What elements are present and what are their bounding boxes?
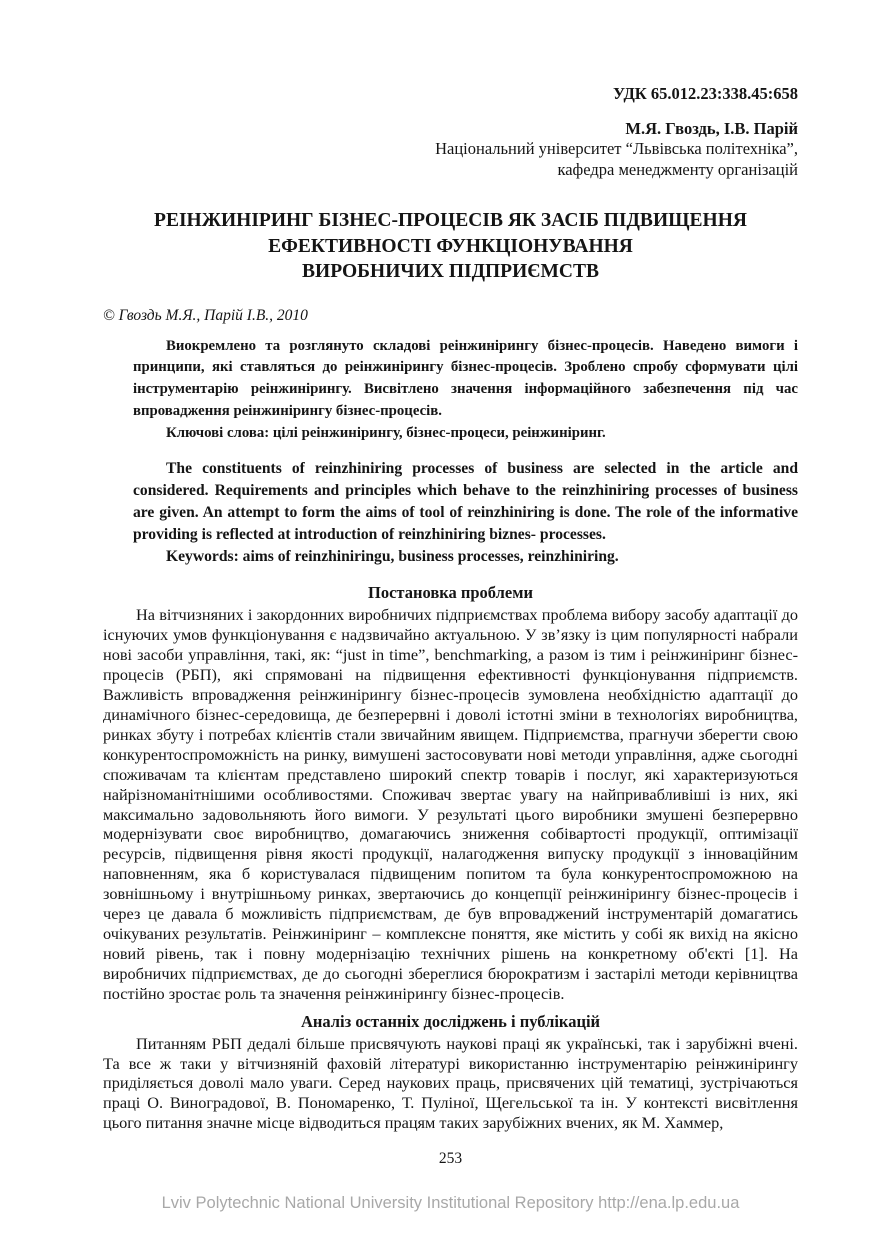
abstract-ukrainian-text: Виокремлено та розглянуто складові реінжинірингу бізнес-процесів. Наведено вимоги і принципи, які ставляться до реінжинірингу бізнес-процесів. Зроблено спробу сформувати цілі інструментарію реінжинірингу. Висвітлено значення інформаційного забезпечення під час впровадження реінжинірингу бізнес-процесів.: [133, 337, 798, 419]
section-paragraph-problem-statement: На вітчизняних і закордонних виробничих підприємствах проблема вибору засобу адаптації до існуючих умов функціонування є надзвичайно актуальною. У зв’язку із цим популярності набрали нові засоби управління, такі, як: “just in time”, benchmarking, а разом із тим і реінжиніринг бізнес-процесів (РБП), які спрямовані на підвищення ефективності функціонування підприємств. Важливість впровадження реінжинірингу бізнес-процесів зумовлена необхідністю адаптації до динамічного бізнес-середовища, де безперервні і доволі істотні зміни в технологіях виробництва, ринках збуту і потребах клієнтів стали звичайним явищем. Підприємства, прагнучи зберегти свою конкурентоспроможність на ринку, вимушені застосовувати нові методи управління, адже сьогодні споживачам та клієнтам представлено широкий спектр товарів і послуг, які характеризуються найрізноманітнішими особливостями. Споживач звертає увагу на найпривабливіші із них, які максимально задовольняють його вимоги. У результаті цього виробники змушені безперервно модернізувати своє виробництво, домагаючись зниження собівартості продукції, оптимізації ресурсів, підвищення рівня якості продукції, налагодження випуску продукції з інноваційним наповненням, яка б користувалася підвищеним попитом та була конкурентоспроможною на зовнішньому і внутрішньому ринках, звертаючись до концепції реінжинірингу бізнес-процесів і через це давала б можливість підприємствам, де був впроваджений інструментарій домагатись очікуваних результатів. Реінжиніринг – комплексне поняття, яке містить у собі як вихід на якісно новий рівень, так і повну модернізацію технічних рішень на конкретному об'єкті [1]. На виробничих підприємствах, де до сьогодні збереглися бюрократизм і застарілі методи керівництва постійно зростає роль та значення реінжинірингу бізнес-процесів.: [103, 605, 798, 1003]
article-title-line: ЕФЕКТИВНОСТІ ФУНКЦІОНУВАННЯ: [268, 235, 633, 257]
section-paragraph-recent-research: Питанням РБП дедалі більше присвячують наукові праці як українські, так і зарубіжні вчені. Та все ж таки у вітчизняній фаховій літературі використанню інструментарію реінжинірингу приділяється доволі мало уваги. Серед наукових праць, присвячених цій тематиці, зустрічаються праці О. Виноградової, В. Пономаренко, Т. Пуліної, Щегельської та ін. У контексті висвітлення цього питання значне місце відводиться працям таких зарубіжних вчених, як М. Хаммер,: [103, 1033, 798, 1133]
affiliation-line: кафедра менеджменту організацій: [557, 159, 798, 179]
page-content: [103, 0, 798, 1133]
abstract-ukrainian-keywords: Ключові слова: цілі реінжинірингу, бізнес-процеси, реінжиніринг.: [166, 424, 606, 441]
copyright-note: © Гвоздь М.Я., Парій І.В., 2010: [103, 306, 308, 324]
author-names: М.Я. Гвоздь, І.В. Парій: [625, 119, 798, 138]
udc-number: УДК 65.012.23:338.45:658: [613, 84, 798, 103]
section-heading-problem-statement: Постановка проблеми: [368, 583, 533, 603]
section-heading-recent-research: Аналіз останніх досліджень і публікацій: [300, 1011, 601, 1031]
affiliation-line: Національний університет “Львівська політехніка”,: [435, 139, 798, 158]
abstract-english-text: The constituents of reinzhiniring processes of business are selected in the article and considered. Requirements and principles which behave to the reinzhiniring processes of business are given. An attempt to form the aims of tool of reinzhiniring is done. The role of the informative providing is reflected at introduction of reinzhiniring biznes- processes.: [133, 460, 798, 543]
article-title: [103, 208, 798, 285]
repository-footer: Lviv Polytechnic National University Institutional Repository http://ena.lp.edu.ua: [161, 1194, 740, 1212]
affiliation: [103, 139, 798, 180]
article-title-line: ВИРОБНИЧИХ ПІДПРИЄМСТВ: [302, 261, 599, 282]
abstract-english: [133, 458, 798, 567]
article-title-line: РЕІНЖИНІРИНГ БІЗНЕС-ПРОЦЕСІВ ЯК ЗАСІБ ПІДВИЩЕННЯ: [154, 210, 747, 231]
page-number: 253: [438, 1150, 463, 1167]
abstract-english-keywords: Keywords: aims of reinzhiniringu, business processes, reinzhiniring.: [166, 547, 619, 565]
abstract-ukrainian: [133, 336, 798, 445]
